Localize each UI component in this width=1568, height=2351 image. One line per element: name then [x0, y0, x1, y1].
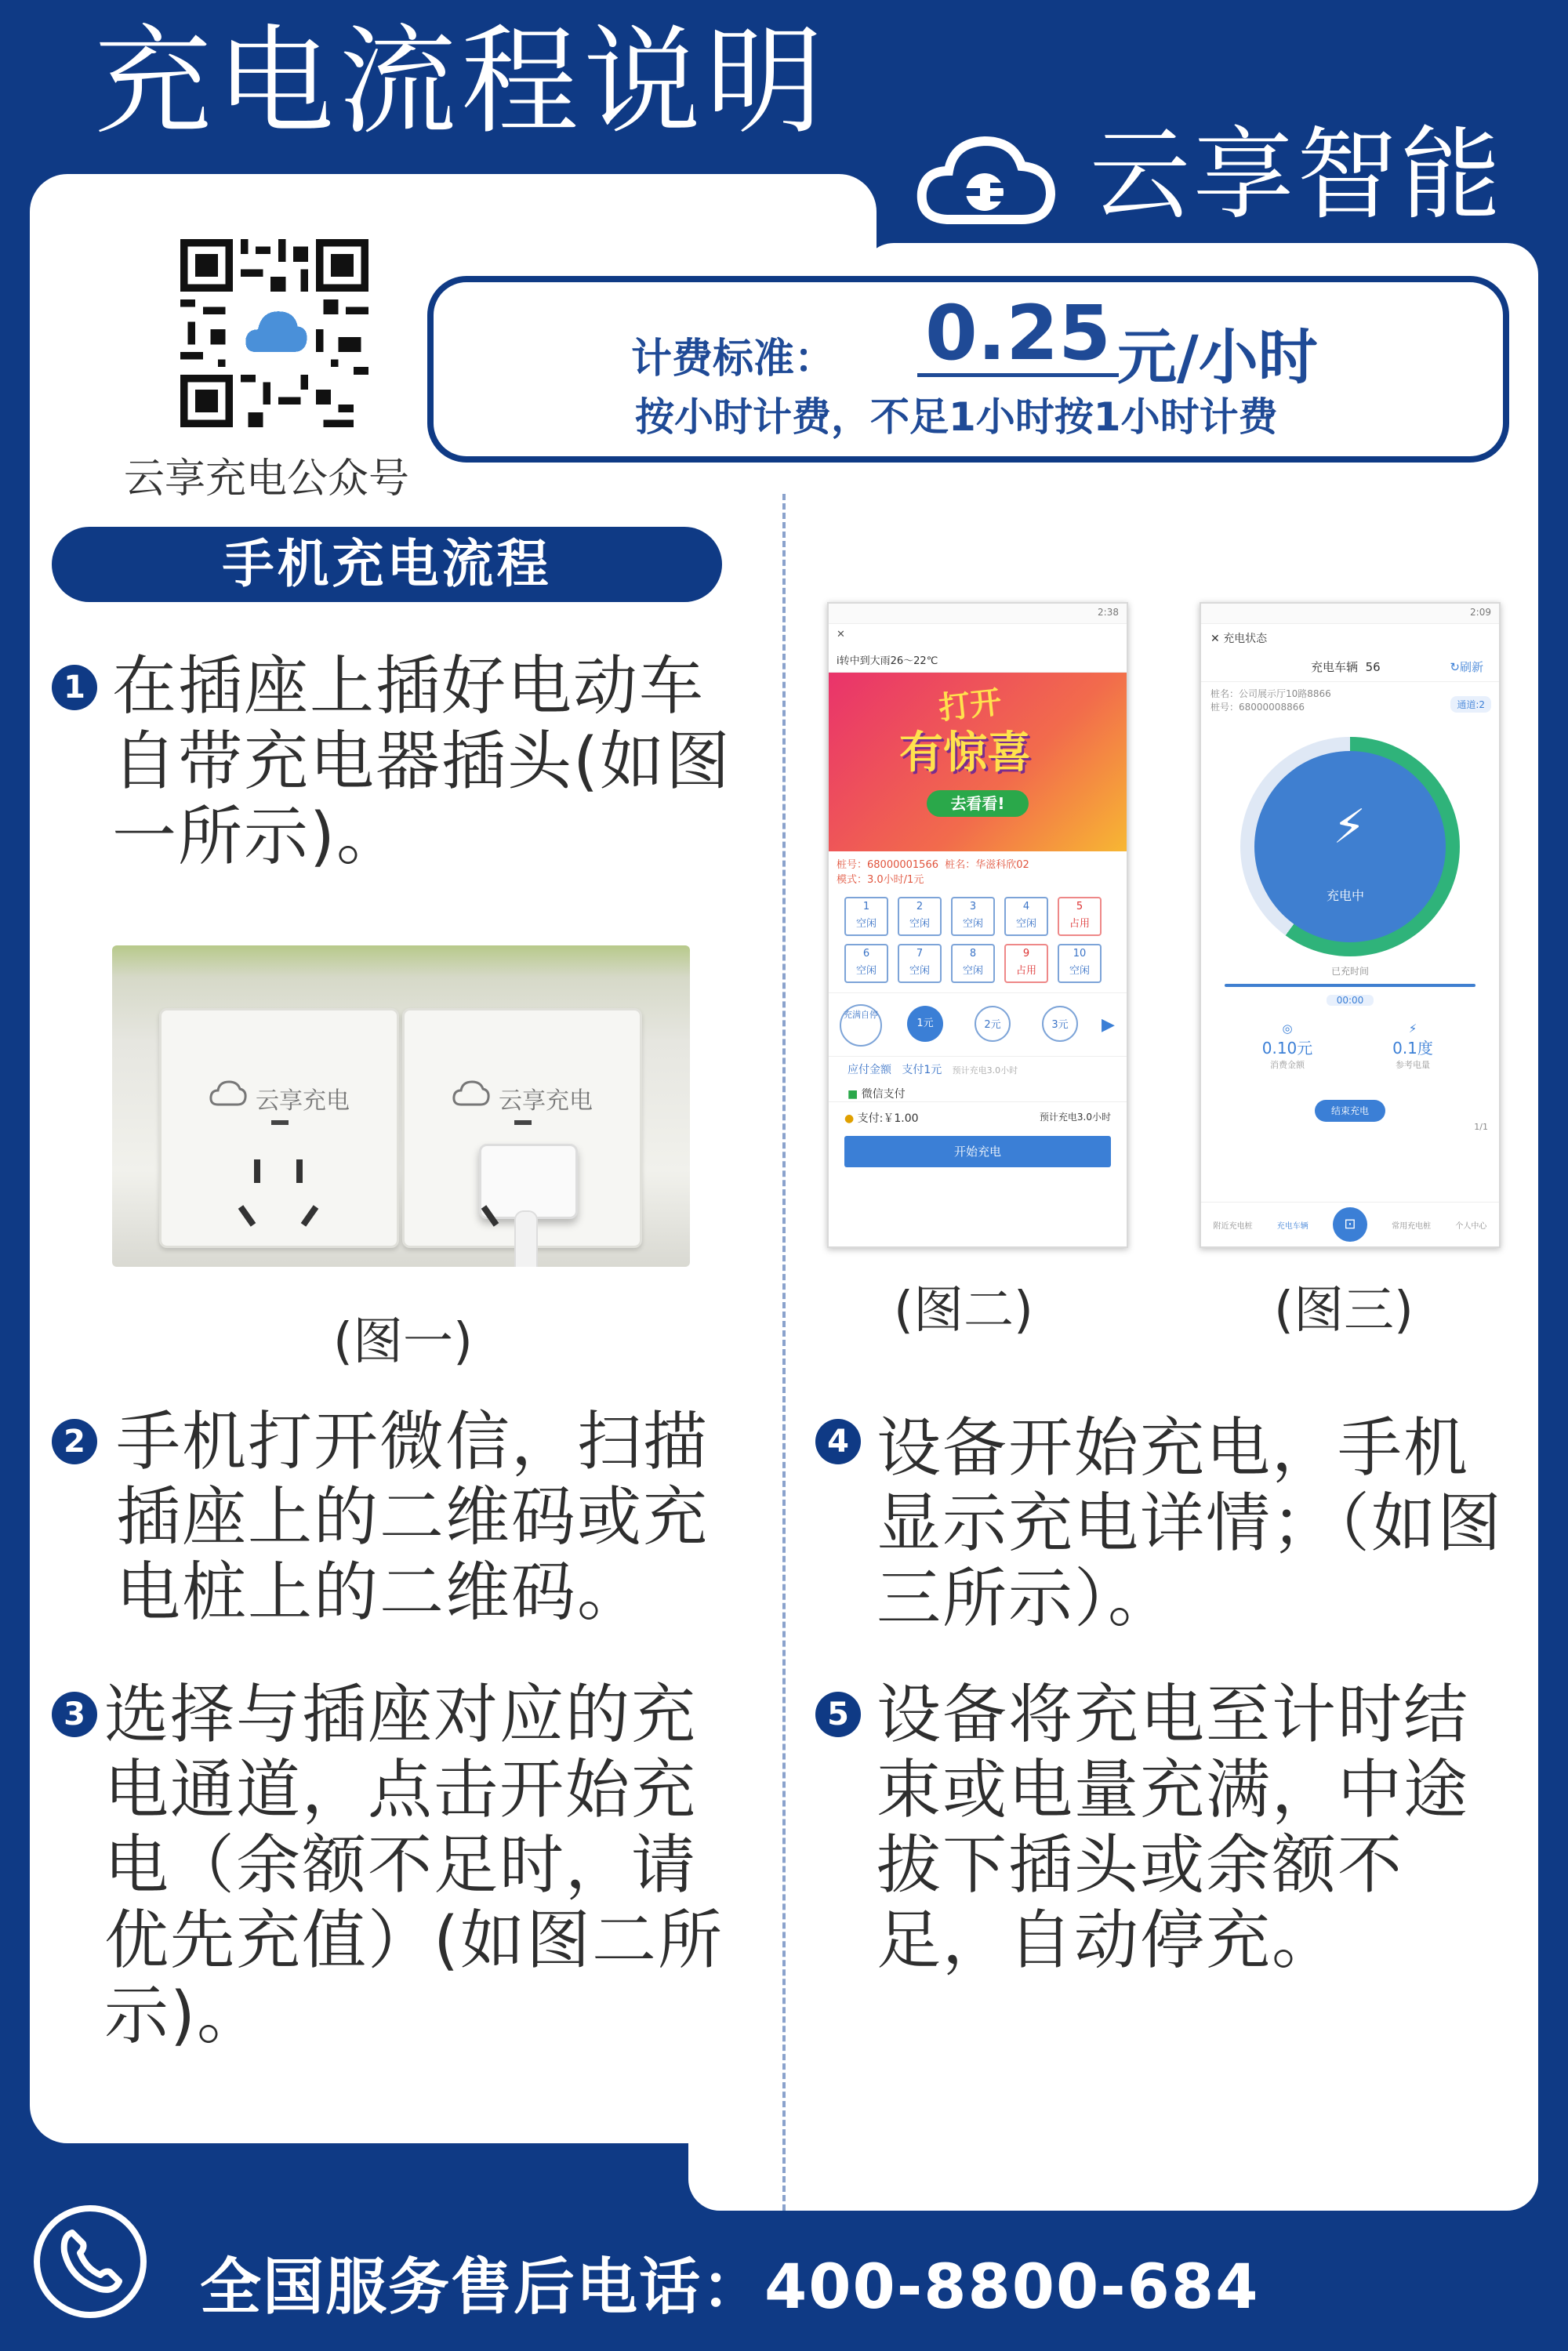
charging-status: 充电中: [1327, 888, 1365, 903]
cost-stat: [1248, 1021, 1327, 1071]
pile-number: 桩号：68000001566: [837, 859, 938, 871]
refresh-button[interactable]: [1450, 658, 1483, 675]
fee-unit: 元/小时: [1117, 322, 1318, 392]
indicator-led: [271, 1120, 289, 1125]
wechat-pay-row: [829, 1083, 1127, 1101]
qr-code[interactable]: [180, 239, 368, 427]
cloud-logo-icon: [209, 1078, 248, 1109]
step-5-text: 设备将充电至计时结束或电量充满，中途拔下插头或余额不足，自动停充。: [877, 1678, 1470, 1978]
status-bar: [1201, 604, 1499, 624]
amount-summary: [829, 1056, 1127, 1083]
status-bar: [829, 604, 1127, 624]
charger-cable: [514, 1210, 538, 1267]
service-hotline: 全国服务售后电话：400-8800-684: [200, 2252, 1260, 2323]
amount-option[interactable]: 2元: [975, 1006, 1011, 1042]
nav-bar: [1201, 624, 1499, 652]
bottom-tab-bar: [1201, 1202, 1499, 1246]
status-time: 2:38: [1098, 607, 1119, 618]
qr-caption: 云享充电公众号: [123, 455, 409, 502]
socket-photo: [112, 945, 690, 1267]
estimate: 预计充电3.0小时: [952, 1065, 1018, 1076]
vehicle-count: 56: [1365, 660, 1381, 674]
channel-cell[interactable]: 4 空闲: [1004, 897, 1048, 936]
cloud-logo-icon: [452, 1078, 491, 1109]
tab-vehicle[interactable]: 充电车辆: [1276, 1221, 1308, 1231]
pay-amount: 支付:￥1.00: [857, 1112, 919, 1125]
charging-gauge: [1201, 721, 1499, 956]
socket-hole: [296, 1159, 303, 1183]
money-icon: ◎: [1282, 1021, 1293, 1036]
step-2-text: 手机打开微信，扫描插座上的二维码或充电桩上的二维码。: [116, 1405, 710, 1630]
start-charging-button[interactable]: 开始充电: [844, 1136, 1111, 1167]
status-time: 2:09: [1470, 607, 1491, 618]
column-divider: [782, 494, 786, 2211]
scan-icon[interactable]: ⊡: [1333, 1207, 1367, 1242]
fee-price: 0.25: [917, 294, 1119, 377]
channel-cell[interactable]: 9 占用: [1004, 944, 1048, 983]
energy-label: 参考电量: [1396, 1060, 1430, 1070]
end-charging-button[interactable]: 结束充电: [1315, 1100, 1385, 1122]
elapsed-time: 00:00: [1327, 995, 1374, 1006]
energy-icon: ⚡: [1408, 1021, 1417, 1036]
socket-plate-left: [159, 1008, 399, 1248]
plate-label: 云享充电: [499, 1087, 593, 1115]
cost-value: 0.10元: [1261, 1039, 1313, 1058]
energy-stat: [1374, 1021, 1452, 1071]
cost-label: 消费金额: [1270, 1060, 1305, 1070]
channel-cell[interactable]: 8 空闲: [951, 944, 995, 983]
step-3-text: 选择与插座对应的充电通道，点击开始充电（余额不足时，请优先充值）(如图二所示)。: [104, 1678, 724, 2053]
socket-hole: [301, 1205, 319, 1227]
energy-value: 0.1度: [1392, 1039, 1433, 1058]
banner-line2: 有惊喜: [899, 727, 1031, 778]
step-1-text: 在插座上插好电动车自带充电器插头(如图一所示)。: [112, 649, 731, 874]
socket-hole: [254, 1159, 260, 1183]
pile-info: [1201, 682, 1499, 721]
stats: [1201, 1014, 1499, 1100]
wallet-icon: ●: [844, 1112, 855, 1125]
promo-banner[interactable]: [829, 673, 1127, 851]
pile-info: [829, 851, 1127, 891]
channel-cell[interactable]: 5 占用: [1058, 897, 1102, 936]
wechat-icon: ■: [848, 1088, 858, 1101]
nav-title: 充电状态: [1223, 633, 1268, 645]
lightning-icon: ⚡: [1333, 800, 1367, 854]
channel-grid: [829, 891, 1127, 992]
due-label: 应付金额: [848, 1064, 891, 1076]
socket-hole: [238, 1205, 256, 1227]
figure-2-caption: (图二): [894, 1282, 1033, 1340]
channel-cell[interactable]: 10 空闲: [1058, 944, 1102, 983]
tab-favorites[interactable]: 常用充电桩: [1392, 1221, 1432, 1231]
step-3-number: 3: [52, 1692, 97, 1737]
refresh-icon: ↻: [1450, 660, 1460, 674]
close-icon[interactable]: ✕: [1210, 633, 1220, 645]
socket-plate-right: [402, 1008, 642, 1248]
charger-plug: [479, 1144, 578, 1219]
vehicle-bar: [1201, 652, 1499, 682]
phone-icon[interactable]: [31, 2203, 149, 2320]
banner-line1: 打开: [937, 684, 1004, 727]
chevron-right-icon[interactable]: ▶: [1102, 1015, 1115, 1035]
amount-options: [829, 992, 1127, 1056]
section-title: 手机充电流程: [52, 527, 722, 602]
mode: 模式：3.0小时/1元: [837, 874, 924, 886]
step-4-text: 设备开始充电，手机显示充电详情；（如图三所示）。: [877, 1411, 1504, 1636]
paid-amount: 支付1元: [902, 1064, 942, 1076]
amount-option-selected[interactable]: 1元: [907, 1006, 943, 1042]
plate-label: 云享充电: [256, 1087, 350, 1115]
elapsed-progress: [1225, 984, 1475, 987]
pay-row: [829, 1101, 1127, 1133]
cloud-plug-logo-icon: [916, 125, 1057, 235]
step-4-number: 4: [815, 1419, 861, 1464]
tab-nearby[interactable]: 附近充电桩: [1213, 1221, 1253, 1231]
vehicle-label: 充电车辆: [1311, 660, 1359, 674]
pile-name: 桩名：华滋科欣02: [945, 859, 1029, 871]
fee-label: 计费标准：: [631, 336, 836, 383]
amount-option[interactable]: 充满自停: [840, 1004, 882, 1047]
mini-header: ✕: [837, 629, 845, 640]
pile-name: 桩名：公司展示厅10路8866: [1210, 688, 1331, 699]
channel-badge: 通道:2: [1450, 696, 1491, 713]
page-title: 充电流程说明: [94, 14, 829, 151]
pile-number: 桩号：68000008866: [1210, 702, 1305, 713]
pay-estimate: 预计充电3.0小时: [1039, 1112, 1111, 1123]
banner-button[interactable]: 去看看!: [927, 790, 1029, 817]
channel-cell[interactable]: 7 空闲: [898, 944, 942, 983]
figure-3-caption: (图三): [1274, 1282, 1414, 1340]
step-5-number: 5: [815, 1692, 861, 1737]
step-2-number: 2: [52, 1419, 97, 1464]
channel-cell[interactable]: 2 空闲: [898, 897, 942, 936]
channel-cell[interactable]: 1 空闲: [844, 897, 888, 936]
page-indicator: 1/1: [1474, 1122, 1488, 1132]
weather-bar: i转中到大雨26～22℃: [829, 648, 1127, 673]
tab-profile[interactable]: 个人中心: [1455, 1221, 1487, 1231]
channel-cell[interactable]: 6 空闲: [844, 944, 888, 983]
refresh-label: 刷新: [1459, 660, 1483, 674]
brand-name: 云享智能: [1090, 117, 1504, 234]
step-1-number: 1: [52, 665, 97, 710]
phone-screenshot-channel-select: [827, 602, 1128, 1248]
elapsed-label: 已充时间: [1330, 966, 1369, 977]
figure-1-caption: (图一): [333, 1313, 473, 1371]
phone-screenshot-charging-status: [1200, 602, 1501, 1248]
fee-note: 按小时计费，不足1小时按1小时计费: [635, 394, 1278, 440]
wechat-pay-label: 微信支付: [861, 1088, 906, 1101]
indicator-led: [514, 1120, 532, 1125]
channel-cell[interactable]: 3 空闲: [951, 897, 995, 936]
amount-option[interactable]: 3元: [1042, 1006, 1078, 1042]
